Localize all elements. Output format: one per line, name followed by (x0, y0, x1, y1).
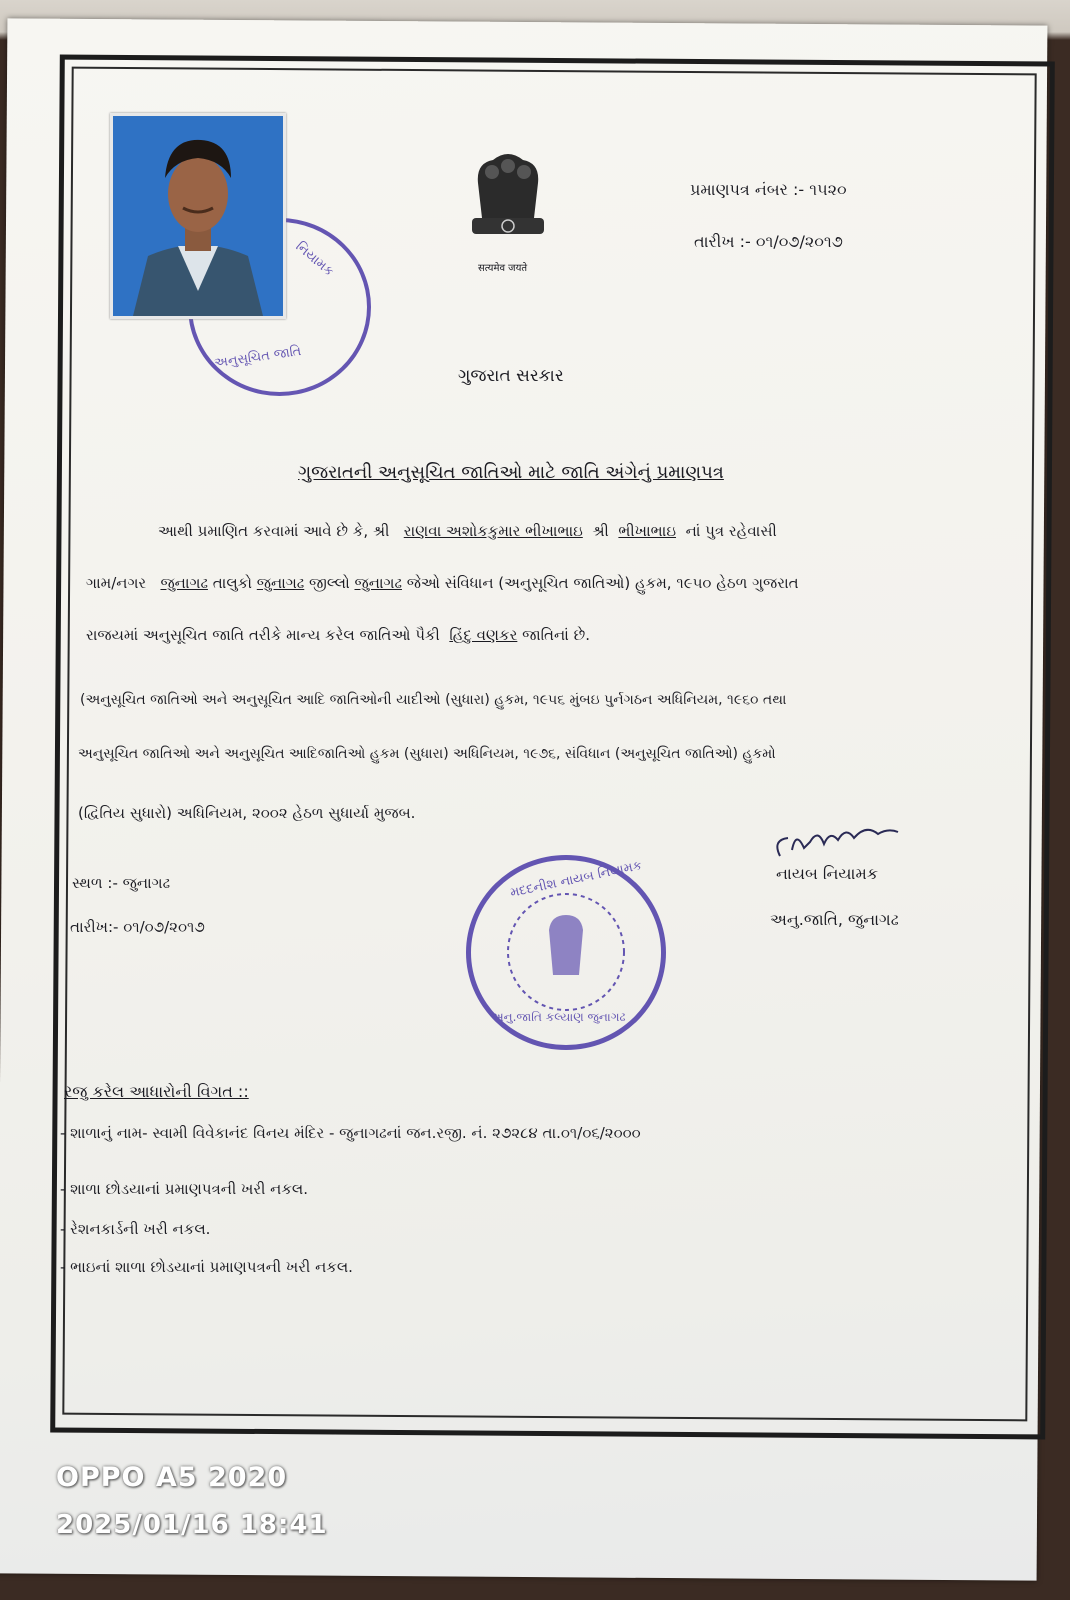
line1-prefix: આથી પ્રમાણિત કરવામાં આવે છે કે, શ્રી (158, 522, 390, 540)
district-label: જીલ્લો (309, 574, 350, 592)
person-photo-icon (113, 116, 283, 316)
taluka: જુનાગઢ (256, 574, 305, 592)
state-emblem (458, 148, 558, 256)
para2-line-3: (દ્વિતિય સુધારો) અધિનિયમ, ૨૦૦૨ હેઠળ સુધાર્યા મુજબ. (78, 804, 416, 822)
ashoka-lion-emblem-icon (458, 148, 558, 256)
handwritten-signature-icon (770, 820, 910, 870)
government-heading: ગુજરાત સરકાર (458, 366, 564, 386)
passport-photo (110, 113, 286, 319)
date-top: તારીખ :- ૦૧/૦૭/૨૦૧૭ (694, 232, 843, 251)
village-label: ગામ/નગર (86, 574, 147, 592)
father-name: ભીખાભાઇ (618, 522, 677, 540)
office-stamp-text-top: મદદનીશ નાયબ નિયામક (508, 858, 644, 901)
document-item: - શાળાનું નામ- સ્વામી વિવેકાનંદ વિનય મંદિર - જુનાગઢનાં જન.રજી. નં. ૨૭૨૮૪ તા.૦૧/૦૬/૨૦૦૦ (60, 1124, 641, 1142)
camera-watermark-device: OPPO A5 2020 (56, 1462, 288, 1493)
taluka-label: તાલુકો (212, 574, 253, 592)
document-item: - શાળા છોડયાનાં પ્રમાણપત્રની ખરી નકલ. (60, 1180, 309, 1198)
certificate-number: પ્રમાણપત્ર નંબર :- ૧૫૨૦ (690, 180, 847, 199)
line2-suffix: જેઓ સંવિધાન (અનુસૂચિત જાતિઓ) હુકમ, ૧૯૫૦ હેઠળ ગુજરાત (406, 574, 799, 592)
village: જુનાગઢ (160, 574, 208, 592)
caste: હિંદુ વણકર (449, 626, 518, 644)
place: સ્થળ :- જુનાગઢ (72, 874, 171, 892)
line3-prefix: રાજયમાં અનુસૂચિત જાતિ તરીકે માન્ય કરેલ જાતિઓ પૈકી (86, 626, 440, 644)
office: અનુ.જાતિ, જુનાગઢ (770, 910, 899, 929)
body-line-1 (158, 522, 777, 540)
line3-suffix: જાતિનાં છે. (522, 626, 590, 644)
line1-mid: શ્રી (592, 522, 609, 540)
camera-watermark-timestamp: 2025/01/16 18:41 (56, 1510, 328, 1540)
photo-stamp-text-top: નિયામક (292, 239, 337, 280)
designation: નાયબ નિયામક (776, 864, 879, 883)
footer-date: તારીખ:- ૦૧/૦૭/૨૦૧૭ (70, 918, 205, 936)
photo-stamp-text-bottom: અનુસૂચિત જાતિ (213, 343, 303, 372)
para2-line-2: અનુસૂચિત જાતિઓ અને અનુસૂચિત આદિજાતિઓ હુકમ (સુધારા) અધિનિયમ, ૧૯૭૬, સંવિધાન (અનુસૂચિત જાતિઓ) હુકમો (78, 746, 776, 762)
holder-name: રાણવા અશોકકુમાર ભીખાભાઇ (403, 522, 583, 540)
certificate-title: ગુજરાતની અનુસૂચિત જાતિઓ માટે જાતિ અંગેનું પ્રમાણપત્ર (298, 462, 724, 483)
emblem-motto: सत्यमेव जयते (478, 263, 528, 274)
document-item: - રેશનકાર્ડની ખરી નકલ. (60, 1220, 211, 1238)
body-line-3 (86, 626, 590, 644)
office-stamp (466, 855, 666, 1050)
document-item: - ભાઇનાં શાળા છોડયાનાં પ્રમાણપત્રની ખરી નકલ. (60, 1258, 353, 1276)
body-line-2 (86, 574, 799, 592)
district: જુનાગઢ (354, 574, 402, 592)
line1-suffix: નાં પુત્ર રહેવાસી (685, 522, 777, 540)
office-stamp-text-bottom: અનુ.જાતિ કલ્યાણ જુનાગઢ (491, 1010, 626, 1024)
para2-line-1: (અનુસૂચિત જાતિઓ અને અનુસૂચિત આદિ જાતિઓની યાદીઓ (સુધારા) હુકમ, ૧૯૫૬ મુંબઇ પુર્નગઠન અધિનિયમ, ૧૯૬૦ તથા (80, 692, 787, 708)
signature (770, 820, 910, 870)
documents-heading: રજુ કરેલ આધારોની વિગત :: (64, 1082, 249, 1101)
